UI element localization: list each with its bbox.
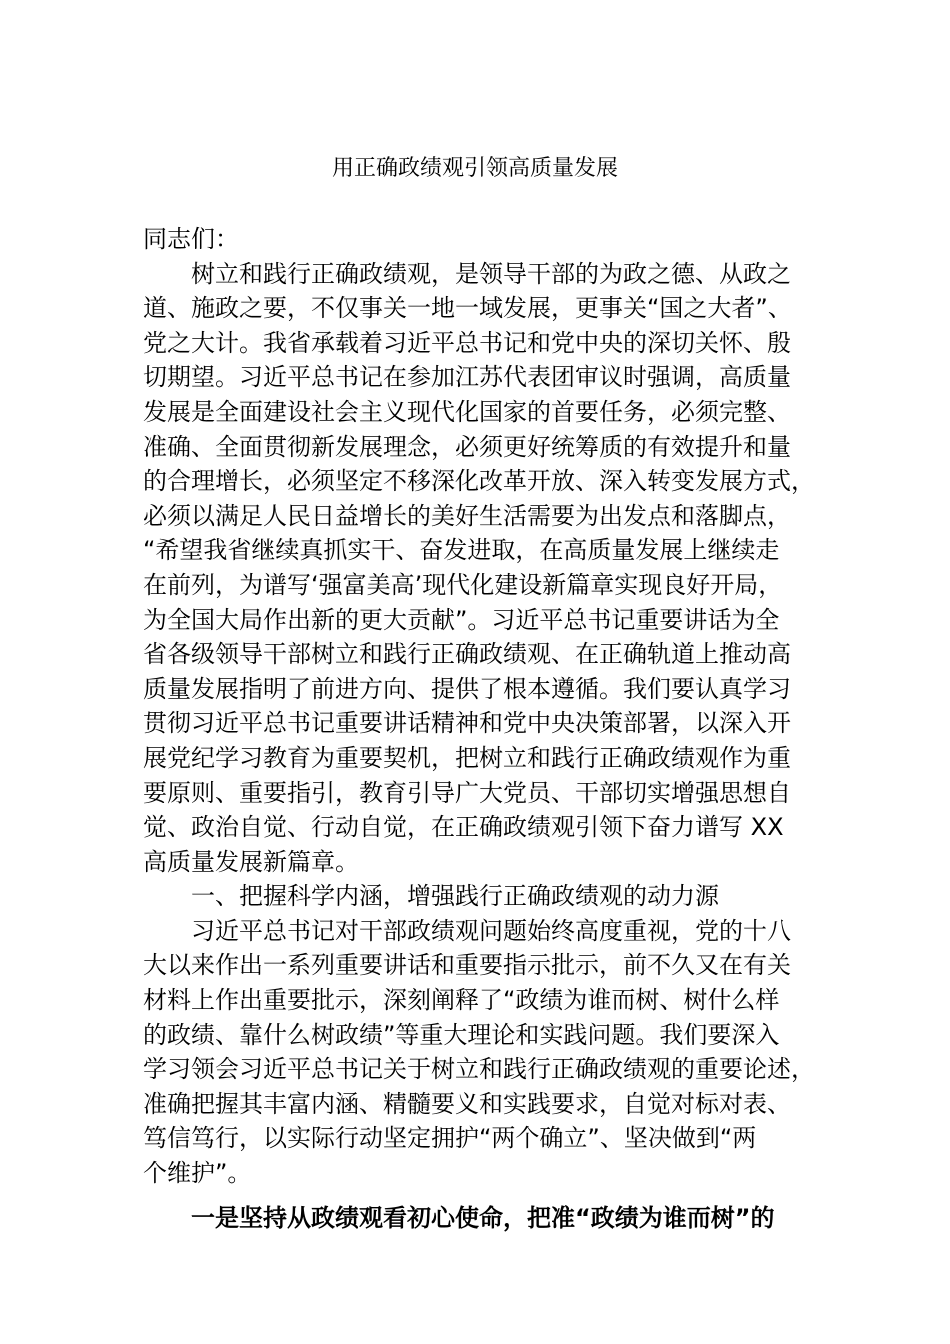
- document-title: 用正确政绩观引领高质量发展: [331, 156, 618, 181]
- paragraph-line: 高质量发展新篇章。: [143, 847, 359, 876]
- paragraph-line: 一、把握科学内涵，增强践行正确政绩观的动力源: [191, 882, 719, 911]
- paragraph-line: 觉、政治自觉、行动自觉，在正确政绩观引领下奋力谱写 XX: [143, 813, 784, 842]
- paragraph-line: 材料上作出重要批示，深刻阐释了“政绩为谁而树、树什么样: [143, 986, 780, 1015]
- paragraph-line: 习近平总书记对干部政绩观问题始终高度重视，党的十八: [191, 916, 791, 945]
- paragraph-line: 质量发展指明了前进方向、提供了根本遵循。我们要认真学习: [143, 674, 791, 703]
- paragraph-line: 要原则、重要指引，教育引导广大党员、干部切实增强思想自: [143, 778, 791, 807]
- paragraph-line: 大以来作出一系列重要讲话和重要指示批示，前不久又在有关: [143, 951, 791, 980]
- paragraph-line: 学习领会习近平总书记关于树立和践行正确政绩观的重要论述，: [143, 1055, 815, 1084]
- bold-paragraph-line: 一是坚持从政绩观看初心使命，把准“政绩为谁而树”的: [191, 1203, 775, 1232]
- paragraph-line: 准确、全面贯彻新发展理念，必须更好统筹质的有效提升和量: [143, 432, 791, 461]
- paragraph-line: 个维护”。: [143, 1159, 252, 1188]
- paragraph-line: 为全国大局作出新的更大贡献”。习近平总书记重要讲话为全: [143, 605, 780, 634]
- paragraph-line: 贯彻习近平总书记重要讲话精神和党中央决策部署，以深入开: [143, 709, 791, 738]
- paragraph-line: 道、施政之要，不仅事关一地一域发展，更事关“国之大者”、: [143, 294, 792, 323]
- salutation: 同志们：: [143, 225, 239, 253]
- paragraph-line: 的政绩、靠什么树政绩”等重大理论和实践问题。我们要深入: [143, 1020, 780, 1049]
- paragraph-line: 在前列，为谱写‘强富美高’现代化建设新篇章实现良好开局，: [143, 570, 783, 599]
- paragraph-line: 切期望。习近平总书记在参加江苏代表团审议时强调，高质量: [143, 363, 791, 392]
- paragraph-line: 的合理增长，必须坚定不移深化改革开放、深入转变发展方式，: [143, 467, 815, 496]
- paragraph-line: “希望我省继续真抓实干、奋发进取，在高质量发展上继续走: [143, 536, 780, 565]
- paragraph-line: 树立和践行正确政绩观，是领导干部的为政之德、从政之: [191, 259, 791, 288]
- document-body: [143, 222, 813, 1235]
- paragraph-line: 省各级领导干部树立和践行正确政绩观、在正确轨道上推动高: [143, 640, 791, 669]
- paragraph-line: 准确把握其丰富内涵、精髓要义和实践要求，自觉对标对表、: [143, 1089, 791, 1118]
- paragraph-line: 必须以满足人民日益增长的美好生活需要为出发点和落脚点，: [143, 501, 791, 530]
- paragraph-line: 党之大计。我省承载着习近平总书记和党中央的深切关怀、殷: [143, 328, 791, 357]
- paragraph-line: 笃信笃行，以实际行动坚定拥护“两个确立”、坚决做到“两: [143, 1124, 757, 1153]
- paragraph-line: 发展是全面建设社会主义现代化国家的首要任务，必须完整、: [143, 397, 791, 426]
- paragraph-line: 展党纪学习教育为重要契机，把树立和践行正确政绩观作为重: [143, 743, 791, 772]
